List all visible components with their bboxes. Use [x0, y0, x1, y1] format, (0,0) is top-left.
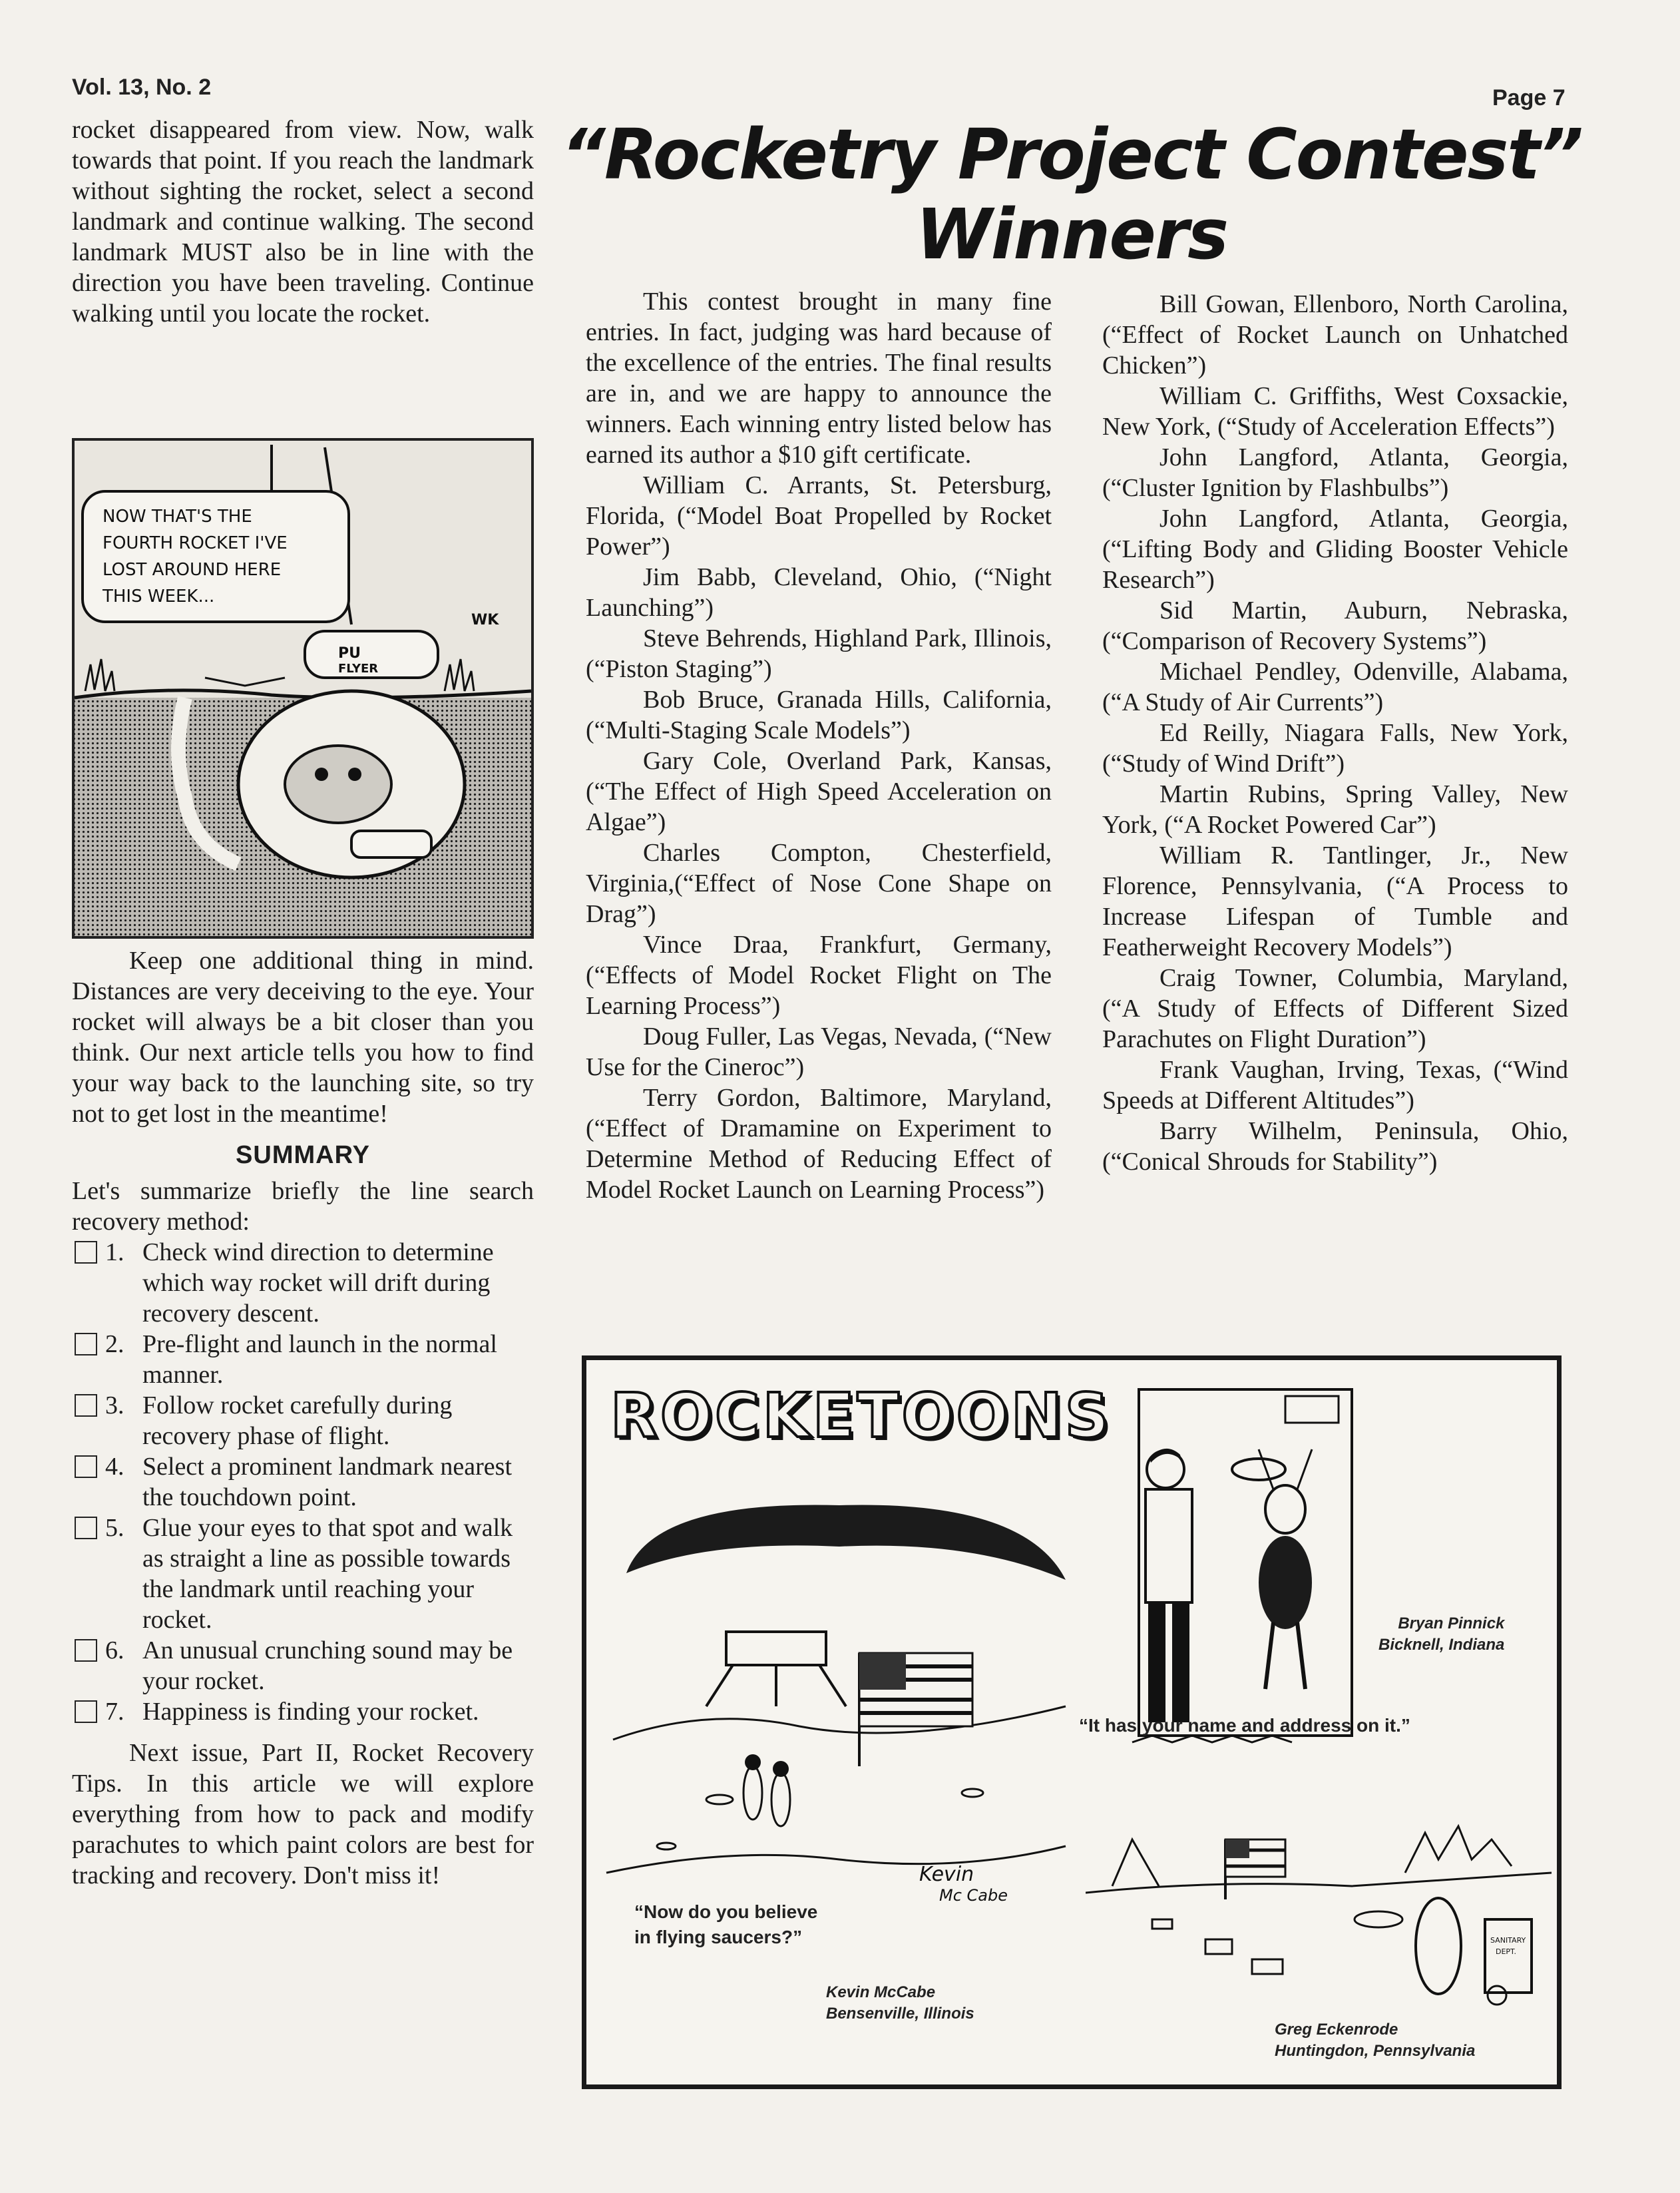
- credit-kevin-mccabe: Kevin McCabe Bensenville, Illinois: [826, 1983, 974, 2023]
- article-intro: This contest brought in many fine entries. In fact, judging was hard because of the excellence of the entries. The final results are in, and we are happy to announce the winners. Each winning entry listed below has earned its author a $10 gift certificate.: [586, 288, 1052, 469]
- winner-entry: Craig Towner, Columbia, Maryland, (“A Study of Effects of Different Sized Parachutes on Flight Duration”): [1102, 964, 1568, 1053]
- rocket-sign-2: FLYER: [338, 662, 379, 676]
- winner-entry: Jim Babb, Cleveland, Ohio, (“Night Launching”): [586, 563, 1052, 622]
- alien-at-door: [1232, 1449, 1312, 1689]
- checklist-item-7: 7. Happiness is finding your rocket.: [72, 1696, 534, 1727]
- sanitary-cart: [1485, 1919, 1532, 1993]
- speech-line-2: FOURTH ROCKET I'VE: [103, 533, 288, 553]
- checkbox-3[interactable]: [75, 1394, 97, 1417]
- moon-cartoon-art: [600, 1487, 1079, 1919]
- recovery-paragraph-1: rocket disappeared from view. Now, walk towards that point. If you reach the landmark without sighting the rocket, select a second landmark and continue walking. The second landmark MUST also be in line with the direction you have been traveling. Continue walking until you locate the rocket.: [72, 116, 534, 328]
- checkbox-7[interactable]: [75, 1700, 97, 1723]
- article-column-1: [586, 286, 1052, 1205]
- caption-flying-saucers: “Now do you believe in flying saucers?”: [634, 1901, 818, 1947]
- cart-label-2: DEPT.: [1496, 1947, 1516, 1956]
- article-title-line-1: “Rocketry Project Contest”: [560, 114, 1583, 195]
- winner-entry: Ed Reilly, Niagara Falls, New York, (“Study of Wind Drift”): [1102, 719, 1568, 778]
- checkbox-4[interactable]: [75, 1455, 97, 1478]
- checkbox-5[interactable]: [75, 1517, 97, 1539]
- winner-entry: William C. Griffiths, West Coxsackie, New York, (“Study of Acceleration Effects”): [1102, 382, 1568, 441]
- credit-bryan-pinnick: Bryan Pinnick Bicknell, Indiana: [1378, 1614, 1505, 1654]
- checklist-item-3: 3. Follow rocket carefully during recovery phase of flight.: [72, 1390, 534, 1451]
- checklist-item-5: 5. Glue your eyes to that spot and walk as straight a line as possible towards the landmark until reaching your rocket.: [72, 1513, 534, 1635]
- issue-label: Vol. 13, No. 2: [72, 75, 212, 100]
- recovery-paragraph-2: Keep one additional thing in mind. Distances are very deceiving to the eye. Your rocket will always be a bit closer than you think. Our next article tells you how to find your way back to the launching site, so try not to get lost in the meantime!: [72, 947, 534, 1128]
- cart-label-1: SANITARY: [1490, 1936, 1526, 1945]
- article-column-2: [1102, 289, 1568, 1177]
- sanitation-cartoon-art: [1086, 1813, 1552, 2013]
- signature-line-2: Mc Cabe: [939, 1886, 1008, 1905]
- lander-remains: [1112, 1839, 1159, 1886]
- winner-entry: Vince Draa, Frankfurt, Germany, (“Effects of Model Rocket Flight on The Learning Process”): [586, 931, 1052, 1020]
- us-flag: [859, 1653, 972, 1766]
- mountains: [1405, 1826, 1512, 1873]
- winner-entry: Gary Cole, Overland Park, Kansas, (“The Effect of High Speed Acceleration on Algae”): [586, 747, 1052, 836]
- speech-line-4: THIS WEEK...: [103, 587, 215, 607]
- gopher: [285, 746, 391, 823]
- rocket-sign-1: PU: [338, 645, 361, 662]
- man-at-door: [1146, 1449, 1192, 1722]
- lost-rocket-cartoon: [72, 438, 534, 939]
- summary-intro: Let's summarize briefly the line search recovery method:: [72, 1177, 534, 1236]
- winner-entry: Steve Behrends, Highland Park, Illinois, (“Piston Staging”): [586, 624, 1052, 683]
- winner-entry: William R. Tantlinger, Jr., New Florence, Pennsylvania, (“A Process to Increase Lifespan of Tumble and Featherweight Recovery Models”): [1102, 842, 1568, 961]
- summary-heading: SUMMARY: [236, 1141, 370, 1169]
- artist-initials: WK: [471, 612, 499, 628]
- checklist-item-1: 1. Check wind direction to determine which way rocket will drift during recovery descent.: [72, 1237, 534, 1329]
- lunar-lander: [706, 1632, 846, 1706]
- winner-entry: Michael Pendley, Odenville, Alabama, (“A Study of Air Currents”): [1102, 658, 1568, 716]
- rocketoons-box: [582, 1355, 1562, 2089]
- winner-entry: Doug Fuller, Las Vegas, Nevada, (“New Use for the Cineroc”): [586, 1023, 1052, 1081]
- winner-entry: John Langford, Atlanta, Georgia, (“Cluster Ignition by Flashbulbs”): [1102, 443, 1568, 502]
- winner-entry: Charles Compton, Chesterfield, Virginia,(“Effect of Nose Cone Shape on Drag”): [586, 839, 1052, 928]
- checklist-item-4: 4. Select a prominent landmark nearest the touchdown point.: [72, 1451, 534, 1513]
- checklist-item-6: 6. An unusual crunching sound may be your rocket.: [72, 1635, 534, 1696]
- left-column-top: [72, 115, 534, 329]
- credit-greg-eckenrode: Greg Eckenrode Huntingdon, Pennsylvania: [1275, 2021, 1476, 2060]
- winner-entry: John Langford, Atlanta, Georgia, (“Lifting Body and Gliding Booster Vehicle Research”): [1102, 505, 1568, 594]
- winner-entry: Terry Gordon, Baltimore, Maryland, (“Effect of Dramamine on Experiment to Determine Method of Reducing Effect of Model Rocket Launch on Learning Process”): [586, 1084, 1052, 1204]
- checkbox-1[interactable]: [75, 1241, 97, 1264]
- left-column-bottom: [72, 945, 534, 1891]
- winner-entry: Barry Wilhelm, Peninsula, Ohio, (“Conical Shrouds for Stability”): [1102, 1117, 1568, 1176]
- caption-name-address: “It has your name and address on it.”: [1079, 1715, 1410, 1736]
- checkbox-6[interactable]: [75, 1639, 97, 1662]
- winner-entry: Bill Gowan, Ellenboro, North Carolina, (“Effect of Rocket Launch on Unhatched Chicken”): [1102, 290, 1568, 379]
- page-number: Page 7: [1492, 85, 1566, 111]
- small-flag: [1225, 1839, 1285, 1899]
- article-title-line-2: Winners: [915, 194, 1228, 275]
- dark-sky-arc: [626, 1505, 1066, 1580]
- two-aliens: [743, 1754, 790, 1826]
- winner-entry: Frank Vaughan, Irving, Texas, (“Wind Speeds at Different Altitudes”): [1102, 1056, 1568, 1114]
- speech-line-3: LOST AROUND HERE: [103, 560, 282, 580]
- winner-entry: William C. Arrants, St. Petersburg, Florida, (“Model Boat Propelled by Rocket Power”): [586, 471, 1052, 561]
- winner-entry: Bob Bruce, Granada Hills, California,(“Multi-Staging Scale Models”): [586, 686, 1052, 744]
- speech-line-1: NOW THAT'S THE: [103, 507, 252, 527]
- doorway-cartoon-art: [1119, 1383, 1385, 1756]
- checklist-item-2: 2. Pre-flight and launch in the normal manner.: [72, 1329, 534, 1390]
- winner-entry: Sid Martin, Auburn, Nebraska, (“Comparison of Recovery Systems”): [1102, 597, 1568, 655]
- alien-sweeper: [1416, 1898, 1461, 1994]
- rocketoons-title: ROCKETOONS: [610, 1380, 1112, 1451]
- rocket-in-burrow: [351, 831, 431, 857]
- checkbox-2[interactable]: [75, 1333, 97, 1355]
- signature-line-1: Kevin: [919, 1863, 974, 1886]
- winner-entry: Martin Rubins, Spring Valley, New York, (“A Rocket Powered Car”): [1102, 780, 1568, 839]
- closing-paragraph: Next issue, Part II, Rocket Recovery Tips. In this article we will explore everything from how to pack and modify parachutes to which paint colors are best for tracking and recovery. Don't miss it!: [72, 1739, 534, 1889]
